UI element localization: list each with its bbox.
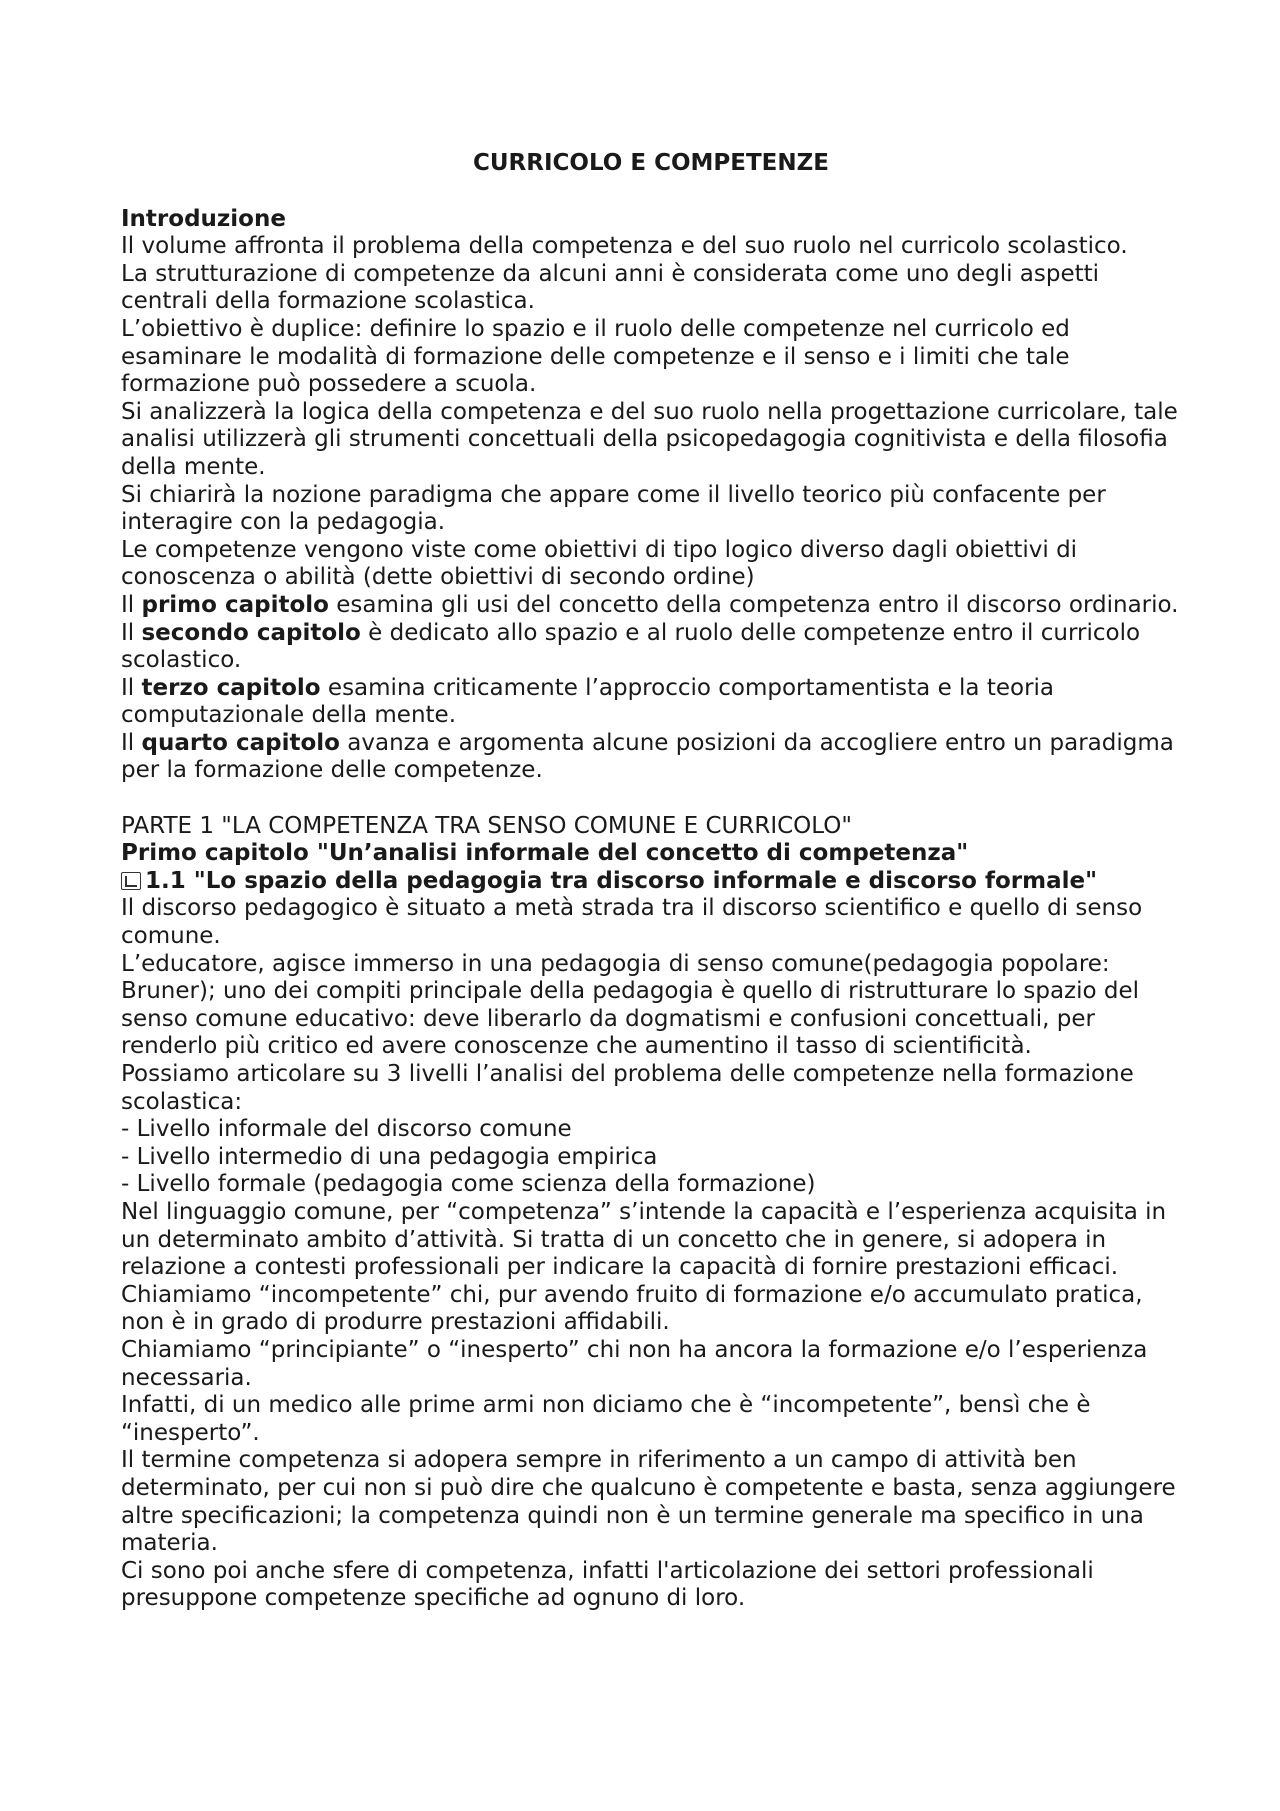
section-paragraph-1: Il discorso pedagogico è situato a metà strada tra il discorso scientifico e quello di senso comune. <box>121 895 1143 950</box>
section-paragraph-2: L’educatore, agisce immerso in una pedagogia di senso comune(pedagogia popolare: Bruner); uno dei compiti principale della pedagogia è quello di ristrutturare lo spazio del senso comune educativo: deve liberarlo da dogmatismi e confusioni concettuali, per renderlo più critico ed avere conoscenze che aumentino il tasso di scientificità. <box>121 950 1140 1060</box>
section-paragraph-9: Ci sono poi anche sfere di competenza, infatti l'articolazione dei settori professionali presuppone competenze specifiche ad ognuno di loro. <box>121 1557 1094 1612</box>
section-paragraph-7: Infatti, di un medico alle prime armi non diciamo che è “incompetente”, bensì che è “inesperto”. <box>121 1392 1091 1446</box>
chapter-4-summary: Il quarto capitolo avanza e argomenta alcune posizioni da accogliere entro un paradigma per la formazione delle competenze. <box>121 729 1174 784</box>
section-1-1-heading: 1.1 "Lo spazio della pedagogia tra discorso informale e discorso formale" <box>121 868 1181 896</box>
intro-paragraph-2: La strutturazione di competenze da alcuni anni è considerata come uno degli aspetti centrali della formazione scolastica. <box>121 260 1100 315</box>
section-paragraph-4: Nel linguaggio comune, per “competenza” s’intende la capacità e l’esperienza acquisita in un determinato ambito d’attività. Si tratta di un concetto che in genere, si adopera in relazione a contesti professionali per indicare la capacità di fornire prestazioni efficaci. <box>121 1198 1167 1281</box>
list-item: - Livello informale del discorso comune <box>121 1116 572 1143</box>
intro-heading: Introduzione <box>121 205 286 232</box>
intro-paragraph-5: Si chiarirà la nozione paradigma che appare come il livello teorico più confacente per interagire con la pedagogia. <box>121 481 1106 536</box>
chapter-2-summary: Il secondo capitolo è dedicato allo spazio e al ruolo delle competenze entro il curricolo scolastico. <box>121 619 1141 674</box>
section-paragraph-6: Chiamiamo “principiante” o “inesperto” chi non ha ancora la formazione e/o l’esperienza necessaria. <box>121 1336 1148 1391</box>
chapter-3-summary: Il terzo capitolo esamina criticamente l’approccio comportamentista e la teoria computazionale della mente. <box>121 674 1055 729</box>
list-item: - Livello intermedio di una pedagogia empirica <box>121 1143 658 1170</box>
chapter-1-summary: Il primo capitolo esamina gli usi del concetto della competenza entro il discorso ordinario. <box>121 591 1179 618</box>
section-paragraph-8: Il termine competenza si adopera sempre in riferimento a un campo di attività ben determinato, per cui non si può dire che qualcuno è competente e basta, senza aggiungere altre specificazioni; la competenza quindi non è un termine generale ma specifico in una materia. <box>121 1447 1176 1557</box>
intro-paragraph-1: Il volume affronta il problema della competenza e del suo ruolo nel curricolo scolastico. <box>121 233 1128 260</box>
linked-section-icon <box>121 872 141 890</box>
document-page <box>121 150 1181 1613</box>
section-paragraph-3: Possiamo articolare su 3 livelli l’analisi del problema delle competenze nella formazione scolastica: <box>121 1061 1134 1115</box>
part-1-heading: PARTE 1 "LA COMPETENZA TRA SENSO COMUNE E CURRICOLO" <box>121 812 852 839</box>
spacer <box>121 785 1181 813</box>
chapter-1-heading: Primo capitolo "Un’analisi informale del concetto di competenza" <box>121 840 969 867</box>
section-paragraph-5: Chiamiamo “incompetente” chi, pur avendo fruito di formazione e/o accumulato pratica, non è in grado di produrre prestazioni affidabili. <box>121 1281 1143 1336</box>
intro-paragraph-6: Le competenze vengono viste come obiettivi di tipo logico diverso dagli obiettivi di conoscenza o abilità (dette obiettivi di secondo ordine) <box>121 536 1078 591</box>
page-title: CURRICOLO E COMPETENZE <box>472 150 829 176</box>
intro-paragraph-3: L’obiettivo è duplice: definire lo spazio e il ruolo delle competenze nel curricolo ed esaminare le modalità di formazione delle competenze e il senso e i limiti che tale formazione può possedere a scuola. <box>121 315 1070 398</box>
intro-paragraph-4: Si analizzerà la logica della competenza e del suo ruolo nella progettazione curricolare, tale analisi utilizzerà gli strumenti concettuali della psicopedagogia cognitivista e della filosofia della mente. <box>121 398 1178 480</box>
list-item: - Livello formale (pedagogia come scienza della formazione) <box>121 1171 816 1198</box>
